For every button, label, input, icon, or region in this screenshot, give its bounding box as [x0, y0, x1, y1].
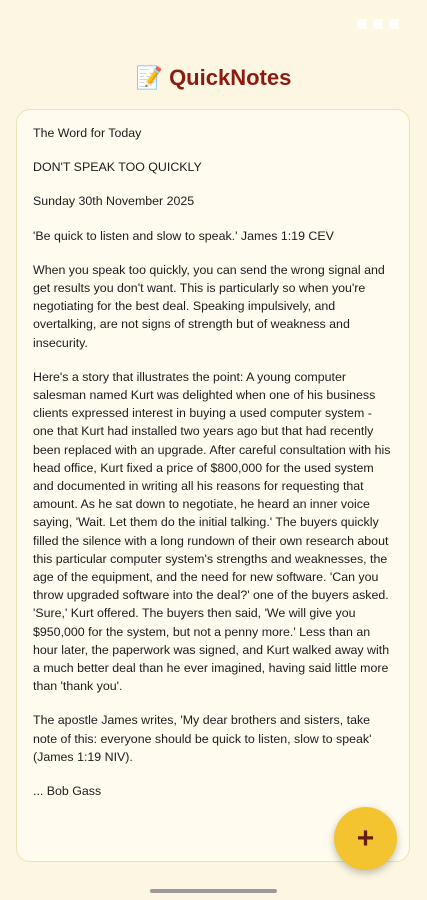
app-title: QuickNotes	[169, 65, 292, 90]
wifi-icon	[357, 19, 367, 29]
note-signature: ... Bob Gass	[33, 784, 102, 799]
note-line-date: Sunday 30th November 2025	[33, 194, 195, 209]
note-line-verse: 'Be quick to listen and slow to speak.' James 1:19 CEV	[33, 228, 334, 243]
note-paragraph: Here's a story that illustrates the point: A young computer salesman named Kurt was delighted when one of his business clients expressed interest in buying a used computer system - one that Kurt had installed two years ago but that had recently been replaced with an upgrade. After careful consultation with his head office, Kurt fixed a price of $800,000 for the used system and documented in writing all his reasons for requesting that amount. As he sat down to negotiate, he heard an inner voice saying, 'Wait. Let them do the initial talking.' The buyers quickly filled the silence with a long rundown of their own research about this particular computer system's strengths and weaknesses, the age of the equipment, and the need for new software. 'Can you throw upgraded software into the deal?' one of the buyers asked. 'Sure,' Kurt offered. The buyers then said, 'We will give you $950,000 for the system, but not a penny more.' Less than an hour later, the paperwork was signed, and Kurt walked away with a much better deal than he ever imagined, having said little more than 'thank you'.	[33, 369, 391, 694]
add-note-button[interactable]	[334, 807, 397, 870]
note-line-heading: The Word for Today	[33, 126, 142, 140]
battery-icon	[389, 19, 399, 29]
note-card[interactable]	[16, 109, 410, 862]
note-paragraph: The apostle James writes, 'My dear brothers and sisters, take note of this: everyone should be quick to listen, slow to speak' (James 1:19 NIV).	[33, 713, 372, 764]
status-bar	[0, 0, 427, 48]
note-line-title: DON'T SPEAK TOO QUICKLY	[33, 160, 202, 175]
note-paragraph: When you speak too quickly, you can send the wrong signal and get results you don't want. This is particularly so when you're negotiating for the best deal. Speaking impulsively, and overtalking, are not signs of strength but of weakness and insecurity.	[33, 262, 385, 350]
home-indicator[interactable]	[150, 889, 277, 893]
signal-icon	[373, 19, 383, 29]
note-body[interactable]	[33, 124, 393, 800]
memo-icon: 📝	[135, 65, 164, 90]
app-header	[0, 60, 427, 96]
status-icons	[357, 19, 399, 29]
plus-icon: +	[356, 821, 375, 855]
